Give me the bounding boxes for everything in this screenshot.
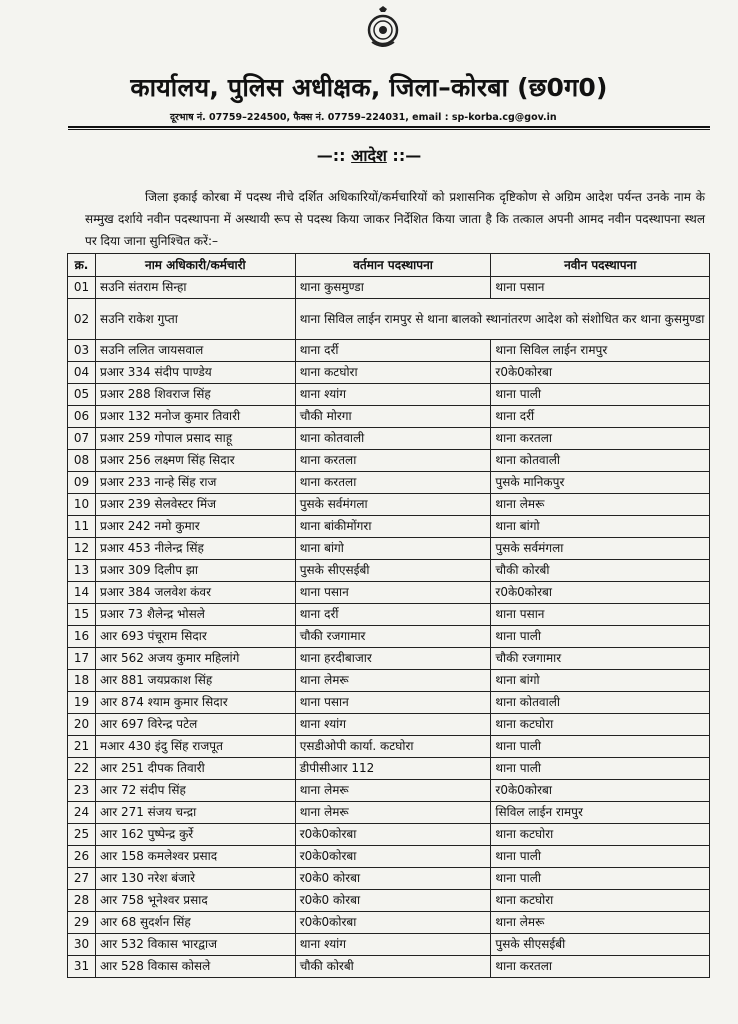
row-serial: 18	[68, 670, 96, 692]
row-serial: 12	[68, 538, 96, 560]
order-heading-suffix: ::—	[386, 146, 422, 165]
table-row	[68, 362, 710, 384]
row-serial: 07	[68, 428, 96, 450]
row-current-posting: थाना बांकीमोंगरा	[295, 516, 491, 538]
row-name: प्रआर 132 मनोज कुमार तिवारी	[95, 406, 295, 428]
header-current-posting: वर्तमान पदस्थापना	[295, 254, 491, 277]
header-serial: क्र.	[68, 254, 96, 277]
row-serial: 09	[68, 472, 96, 494]
row-new-posting: सिविल लाईन रामपुर	[491, 802, 710, 824]
row-current-posting: र0के0 कोरबा	[295, 890, 491, 912]
row-serial: 25	[68, 824, 96, 846]
table-row	[68, 406, 710, 428]
row-new-posting: थाना दर्री	[491, 406, 710, 428]
row-name: प्रआर 288 शिवराज सिंह	[95, 384, 295, 406]
row-serial: 28	[68, 890, 96, 912]
row-current-posting: थाना लेमरू	[295, 780, 491, 802]
row-serial: 30	[68, 934, 96, 956]
table-row	[68, 802, 710, 824]
police-emblem-icon	[366, 6, 400, 50]
row-serial: 16	[68, 626, 96, 648]
row-name: सउनि राकेश गुप्ता	[95, 299, 295, 340]
table-row	[68, 956, 710, 978]
table-row	[68, 428, 710, 450]
row-serial: 23	[68, 780, 96, 802]
row-new-posting: थाना पाली	[491, 384, 710, 406]
row-new-posting: थाना पाली	[491, 846, 710, 868]
row-serial: 22	[68, 758, 96, 780]
row-current-posting: थाना पसान	[295, 582, 491, 604]
row-new-posting: थाना करतला	[491, 428, 710, 450]
row-name: आर 271 संजय चन्द्रा	[95, 802, 295, 824]
row-current-posting: र0के0 कोरबा	[295, 868, 491, 890]
row-current-posting: चौकी कोरबी	[295, 956, 491, 978]
row-current-posting: थाना पसान	[295, 692, 491, 714]
row-current-posting: चौकी मोरगा	[295, 406, 491, 428]
row-name: आर 881 जयप्रकाश सिंह	[95, 670, 295, 692]
row-new-posting: थाना पसान	[491, 604, 710, 626]
row-name: मआर 430 इंदु सिंह राजपूत	[95, 736, 295, 758]
row-name: प्रआर 384 जलवेश कंवर	[95, 582, 295, 604]
table-row	[68, 780, 710, 802]
row-new-posting: र0के0कोरबा	[491, 362, 710, 384]
row-serial: 27	[68, 868, 96, 890]
row-name: आर 162 पुष्पेन्द्र कुर्रे	[95, 824, 295, 846]
table-row	[68, 692, 710, 714]
row-name: आर 562 अजय कुमार महिलांगे	[95, 648, 295, 670]
row-new-posting: र0के0कोरबा	[491, 582, 710, 604]
row-current-posting: थाना श्यांग	[295, 384, 491, 406]
row-name: आर 697 विरेन्द्र पटेल	[95, 714, 295, 736]
table-row	[68, 299, 710, 340]
row-current-posting: र0के0कोरबा	[295, 846, 491, 868]
order-heading-text: आदेश	[351, 146, 387, 165]
row-current-posting: थाना लेमरू	[295, 670, 491, 692]
table-row	[68, 934, 710, 956]
row-serial: 08	[68, 450, 96, 472]
row-new-posting: चौकी रजगामार	[491, 648, 710, 670]
row-serial: 17	[68, 648, 96, 670]
row-serial: 03	[68, 340, 96, 362]
table-row	[68, 604, 710, 626]
table-row	[68, 890, 710, 912]
row-new-posting: थाना बांगो	[491, 516, 710, 538]
row-new-posting: पुसके सीएसईबी	[491, 934, 710, 956]
row-new-posting: चौकी कोरबी	[491, 560, 710, 582]
row-current-posting: थाना लेमरू	[295, 802, 491, 824]
row-current-posting: थाना हरदीबाजार	[295, 648, 491, 670]
row-current-posting: थाना श्यांग	[295, 714, 491, 736]
row-serial: 21	[68, 736, 96, 758]
row-serial: 10	[68, 494, 96, 516]
row-serial: 24	[68, 802, 96, 824]
row-new-posting: थाना बांगो	[491, 670, 710, 692]
header-new-posting: नवीन पदस्थापना	[491, 254, 710, 277]
row-new-posting: थाना कटघोरा	[491, 714, 710, 736]
row-name: आर 693 पंचूराम सिदार	[95, 626, 295, 648]
header-rule	[68, 126, 710, 128]
row-new-posting: थाना करतला	[491, 956, 710, 978]
row-name: प्रआर 256 लक्ष्मण सिंह सिदार	[95, 450, 295, 472]
header-name: नाम अधिकारी/कर्मचारी	[95, 254, 295, 277]
row-new-posting: थाना कोतवाली	[491, 450, 710, 472]
table-row	[68, 824, 710, 846]
order-body: जिला इकाई कोरबा में पदस्थ नीचे दर्शित अधिकारियों/कर्मचारियों को प्रशासनिक दृष्टिकोण से अग्रिम आदेश पर्यन्त उनके नाम के सम्मुख दर्शाये नवीन पदस्थापना में अस्थायी रूप से पदस्थ किया जाकर निर्देशित किया जाता है कि तत्काल अपनी आमद नवीन पदस्थापना स्थल पर दिया जाना सुनिश्चित करें:–	[85, 190, 705, 248]
row-current-posting: पुसके सीएसईबी	[295, 560, 491, 582]
row-name: प्रआर 233 नान्हे सिंह राज	[95, 472, 295, 494]
row-current-posting: थाना बांगो	[295, 538, 491, 560]
row-name: प्रआर 334 संदीप पाण्डेय	[95, 362, 295, 384]
table-row	[68, 277, 710, 299]
table-row	[68, 736, 710, 758]
row-name: आर 874 श्याम कुमार सिदार	[95, 692, 295, 714]
row-serial: 31	[68, 956, 96, 978]
row-new-posting: पुसके मानिकपुर	[491, 472, 710, 494]
row-current-posting: थाना कोतवाली	[295, 428, 491, 450]
row-name: प्रआर 453 नीलेन्द्र सिंह	[95, 538, 295, 560]
row-serial: 20	[68, 714, 96, 736]
row-posting-note: थाना सिविल लाईन रामपुर से थाना बालको स्थानांतरण आदेश को संशोधित कर थाना कुसमुण्डा	[295, 299, 709, 340]
row-new-posting: थाना पाली	[491, 736, 710, 758]
table-row	[68, 758, 710, 780]
table-body	[68, 277, 710, 978]
row-name: प्रआर 239 सेलवेस्टर मिंज	[95, 494, 295, 516]
row-current-posting: र0के0कोरबा	[295, 824, 491, 846]
row-serial: 29	[68, 912, 96, 934]
row-new-posting: थाना पाली	[491, 626, 710, 648]
row-name: आर 758 भूनेश्वर प्रसाद	[95, 890, 295, 912]
row-name: प्रआर 73 शैलेन्द्र भोसले	[95, 604, 295, 626]
row-serial: 02	[68, 299, 96, 340]
table-row	[68, 626, 710, 648]
row-name: आर 251 दीपक तिवारी	[95, 758, 295, 780]
row-name: आर 68 सुदर्शन सिंह	[95, 912, 295, 934]
row-name: सउनि संतराम सिन्हा	[95, 277, 295, 299]
row-current-posting: र0के0कोरबा	[295, 912, 491, 934]
row-serial: 06	[68, 406, 96, 428]
row-new-posting: थाना कटघोरा	[491, 824, 710, 846]
header-rule-thin	[68, 129, 710, 130]
table-row	[68, 582, 710, 604]
row-name: प्रआर 259 गोपाल प्रसाद साहू	[95, 428, 295, 450]
office-contact: दूरभाष नं. 07759–224500, फैक्स नं. 07759–224031, email : sp-korba.cg@gov.in	[170, 112, 557, 123]
row-serial: 11	[68, 516, 96, 538]
table-row	[68, 340, 710, 362]
row-serial: 13	[68, 560, 96, 582]
row-new-posting: थाना लेमरू	[491, 494, 710, 516]
row-new-posting: थाना लेमरू	[491, 912, 710, 934]
table-row	[68, 560, 710, 582]
table-row	[68, 714, 710, 736]
table-row	[68, 472, 710, 494]
table-row	[68, 384, 710, 406]
row-serial: 19	[68, 692, 96, 714]
row-serial: 01	[68, 277, 96, 299]
row-current-posting: एसडीओपी कार्या. कटघोरा	[295, 736, 491, 758]
row-name: आर 528 विकास कोसले	[95, 956, 295, 978]
row-serial: 15	[68, 604, 96, 626]
order-heading	[0, 144, 738, 166]
order-heading-prefix: —::	[316, 146, 352, 165]
row-serial: 26	[68, 846, 96, 868]
row-name: आर 72 संदीप सिंह	[95, 780, 295, 802]
row-current-posting: थाना कुसमुण्डा	[295, 277, 491, 299]
office-title: कार्यालय, पुलिस अधीक्षक, जिला–कोरबा (छ0ग0)	[130, 73, 608, 102]
table-row	[68, 846, 710, 868]
row-current-posting: थाना कटघोरा	[295, 362, 491, 384]
table-row	[68, 670, 710, 692]
row-current-posting: थाना करतला	[295, 472, 491, 494]
table-row	[68, 450, 710, 472]
table-header-row	[68, 254, 710, 277]
row-serial: 04	[68, 362, 96, 384]
table-row	[68, 912, 710, 934]
row-name: आर 532 विकास भारद्वाज	[95, 934, 295, 956]
row-current-posting: थाना दर्री	[295, 604, 491, 626]
transfer-table	[67, 253, 710, 978]
row-new-posting: थाना पाली	[491, 868, 710, 890]
row-new-posting: थाना कोतवाली	[491, 692, 710, 714]
row-new-posting: थाना पसान	[491, 277, 710, 299]
row-name: प्रआर 242 नमो कुमार	[95, 516, 295, 538]
row-serial: 14	[68, 582, 96, 604]
row-name: प्रआर 309 दिलीप झा	[95, 560, 295, 582]
row-new-posting: र0के0कोरबा	[491, 780, 710, 802]
table-row	[68, 494, 710, 516]
row-new-posting: थाना पाली	[491, 758, 710, 780]
row-current-posting: पुसके सर्वमंगला	[295, 494, 491, 516]
row-name: आर 130 नरेश बंजारे	[95, 868, 295, 890]
row-current-posting: थाना श्यांग	[295, 934, 491, 956]
row-name: सउनि ललित जायसवाल	[95, 340, 295, 362]
table-row	[68, 516, 710, 538]
row-serial: 05	[68, 384, 96, 406]
row-new-posting: थाना कटघोरा	[491, 890, 710, 912]
row-current-posting: चौकी रजगामार	[295, 626, 491, 648]
row-name: आर 158 कमलेश्वर प्रसाद	[95, 846, 295, 868]
row-new-posting: पुसके सर्वमंगला	[491, 538, 710, 560]
row-current-posting: थाना दर्री	[295, 340, 491, 362]
row-new-posting: थाना सिविल लाईन रामपुर	[491, 340, 710, 362]
row-current-posting: थाना करतला	[295, 450, 491, 472]
row-current-posting: डीपीसीआर 112	[295, 758, 491, 780]
table-row	[68, 538, 710, 560]
table-row	[68, 868, 710, 890]
table-row	[68, 648, 710, 670]
